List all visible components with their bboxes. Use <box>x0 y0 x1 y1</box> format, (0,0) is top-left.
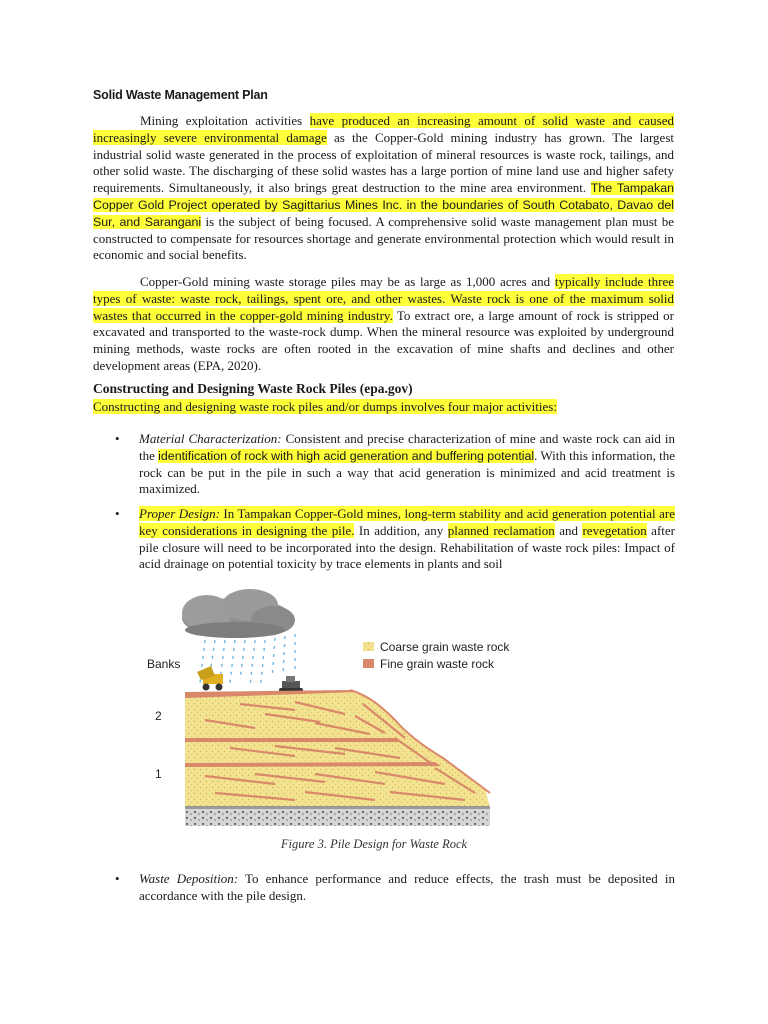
pile-design-figure <box>145 588 540 833</box>
bullet-dot: • <box>115 871 120 886</box>
text-run: Consistent and precise characterization of mine and waste rock can aid in the <box>139 431 675 463</box>
bullet-dot: • <box>115 506 120 521</box>
highlight-run: revegetation <box>582 522 647 538</box>
bullet-dot: • <box>115 431 120 446</box>
highlight-run: identification of rock with high acid generation and buffering potential <box>158 448 535 463</box>
highlight-run: Constructing and designing waste rock piles and/or dumps involves four major activities: <box>93 399 557 414</box>
waste-rock-pile <box>185 690 490 808</box>
bank-label-1: 1 <box>155 767 162 781</box>
text-run: is the subject of being focused. A comprehensive solid waste management plan must be constructed to compensate for resources shortage and generate environmental protection which would result in economic and social benefits. <box>93 213 674 263</box>
highlight-run: The Tampakan Copper Gold Project operated by Sagittarius Mines Inc. in the boundaries of South Cotabato, Davao del Sur, and Sarangani <box>93 181 674 229</box>
bank-label-2: 2 <box>155 709 162 723</box>
caption-text: Figure 3. Pile Design for Waste Rock <box>280 837 468 851</box>
section-heading: Constructing and Designing Waste Rock Piles (epa.gov) <box>93 381 413 396</box>
legend-swatch-coarse <box>363 642 374 651</box>
legend <box>363 640 510 671</box>
bullet-label: Proper Design: <box>139 506 220 521</box>
text-run: To enhance performance and reduce effects, the trash must be deposited in accordance with the pile design. <box>139 871 675 903</box>
pile-diagram <box>145 588 540 833</box>
bullet-label: Material Characterization: <box>139 431 282 446</box>
legend-fine-label: Fine grain waste rock <box>380 657 495 671</box>
highlight-run: In Tampakan Copper-Gold mines, long-term stability and acid generation potential are key considerations in designing the pile. <box>139 506 675 538</box>
figure-caption <box>0 837 768 852</box>
text-run: . With this information, the rock can be put in the pile in such a way that acid generation is minimized and acid treatment is maximized. <box>139 447 675 497</box>
legend-swatch-fine <box>363 659 374 668</box>
list-item <box>115 431 675 498</box>
highlight-run: planned reclamation <box>447 522 555 538</box>
text-run: In addition, any <box>354 522 448 538</box>
ground-line <box>185 806 490 809</box>
text-run: To extract ore, a large amount of rock is stripped or excavated and transported to the waste-rock dump. When the mineral resource was exploited by underground mining methods, waste rocks are often rooted in the excavation of mine shafts and declines and other development areas (EPA, 2020). <box>93 307 674 373</box>
text-run: Mining exploitation activities <box>140 113 310 128</box>
paragraph-waste-storage <box>93 274 674 375</box>
list-item <box>115 871 675 905</box>
dozer-icon <box>279 676 303 692</box>
text-run: as the Copper-Gold mining industry has grown. The largest industrial solid waste generated in the process of exploitation of mineral resources is waste rock, tailings, and other solid waste. The discharging of these solid wastes has a large portion of mine land use and higher safety requirements. Simultaneously, it also brings great destruction to the mine area environment. <box>93 129 674 196</box>
bullet-label: Waste Deposition: <box>139 871 239 886</box>
legend-coarse-label: Coarse grain waste rock <box>380 640 510 654</box>
text-run: and <box>554 522 583 538</box>
highlight-run: typically include three types of waste: waste rock, tailings, spent ore, and other wastes. Waste rock is one of the maximum solid wastes that occurred in the copper-gold mining industry. <box>93 274 675 323</box>
dump-truck-icon <box>197 666 223 691</box>
rain-cloud-icon <box>182 589 295 638</box>
highlight-run: have produced an increasing amount of solid waste and caused increasingly severe environmental damage <box>93 113 674 145</box>
ground-layer <box>185 808 490 826</box>
list-item <box>115 506 675 573</box>
paragraph-intro <box>93 113 674 264</box>
text-run: Copper-Gold mining waste storage piles may be as large as 1,000 acres and <box>140 274 555 289</box>
page-title: Solid Waste Management Plan <box>93 88 268 102</box>
section-intro <box>93 399 557 415</box>
banks-label: Banks <box>147 657 181 671</box>
text-run: after pile closure will need to be incorporated into the design. Rehabilitation of waste rock piles: Impact of acid drainage on potential toxicity by trace elements in plants and soil <box>139 522 675 572</box>
